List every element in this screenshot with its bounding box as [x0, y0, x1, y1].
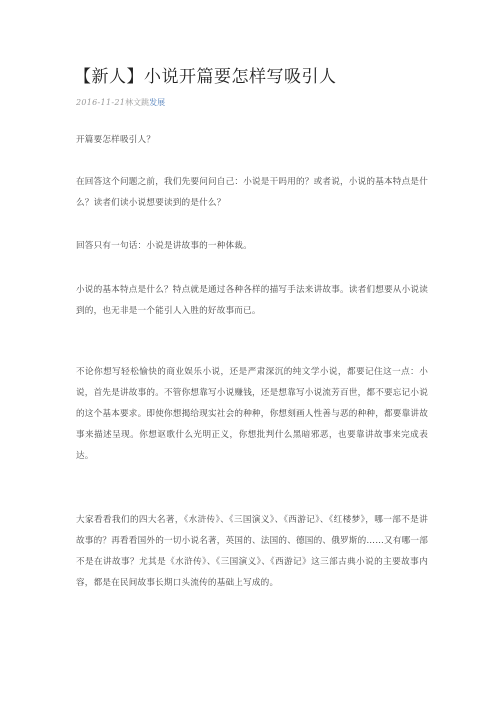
paragraph: 小说的基本特点是什么？特点就是通过各种各样的描写手法来讲故事。读者们想要从小说读到的，也无非是一个能引人入胜的好故事而已。 — [76, 285, 428, 316]
paragraph: 在回答这个问题之前，我们先要问问自己：小说是干吗用的？或者说，小说的基本特点是什么？读者们读小说想要读到的是什么？ — [76, 177, 428, 208]
paragraph: 不论你想写轻松愉快的商业娱乐小说，还是严肃深沉的纯文学小说，都要记住这一点：小说，首先是讲故事的。不管你想靠写小说赚钱，还是想靠写小说流芳百世，都不要忘记小说的这个基本要求。即使你想揭给现实社会的种种，你想刻画人性善与恶的种种，都要靠讲故事来描述呈现。你想讴歌什么光明正义，你想批判什么黑暗邪恶，也要靠讲故事来完成表达。 — [76, 367, 428, 461]
article-source-link[interactable]: 发展 — [149, 98, 166, 107]
paragraph: 开篇要怎样吸引人？ — [76, 135, 156, 145]
article-title: 【新人】小说开篇要怎样写吸引人 — [74, 67, 337, 87]
paragraph: 回答只有一句话：小说是讲故事的一种体裁。 — [76, 241, 252, 251]
article-meta — [76, 97, 165, 108]
article-date: 2016-11-21 — [76, 98, 126, 107]
paragraph: 大家看看我们的四大名著，《水浒传》、《三国演义》、《西游记》、《红楼梦》，哪一部不是讲故事的？再看看国外的一切小说名著，英国的、法国的、德国的、俄罗斯的……又有哪一部不是在讲故事？尤其是《水浒传》、《三国演义》、《西游记》这三部古典小说的主要故事内容，都是在民间故事长期口头流传的基础上写成的。 — [76, 515, 428, 588]
article-author: 林文跳 — [125, 98, 150, 107]
